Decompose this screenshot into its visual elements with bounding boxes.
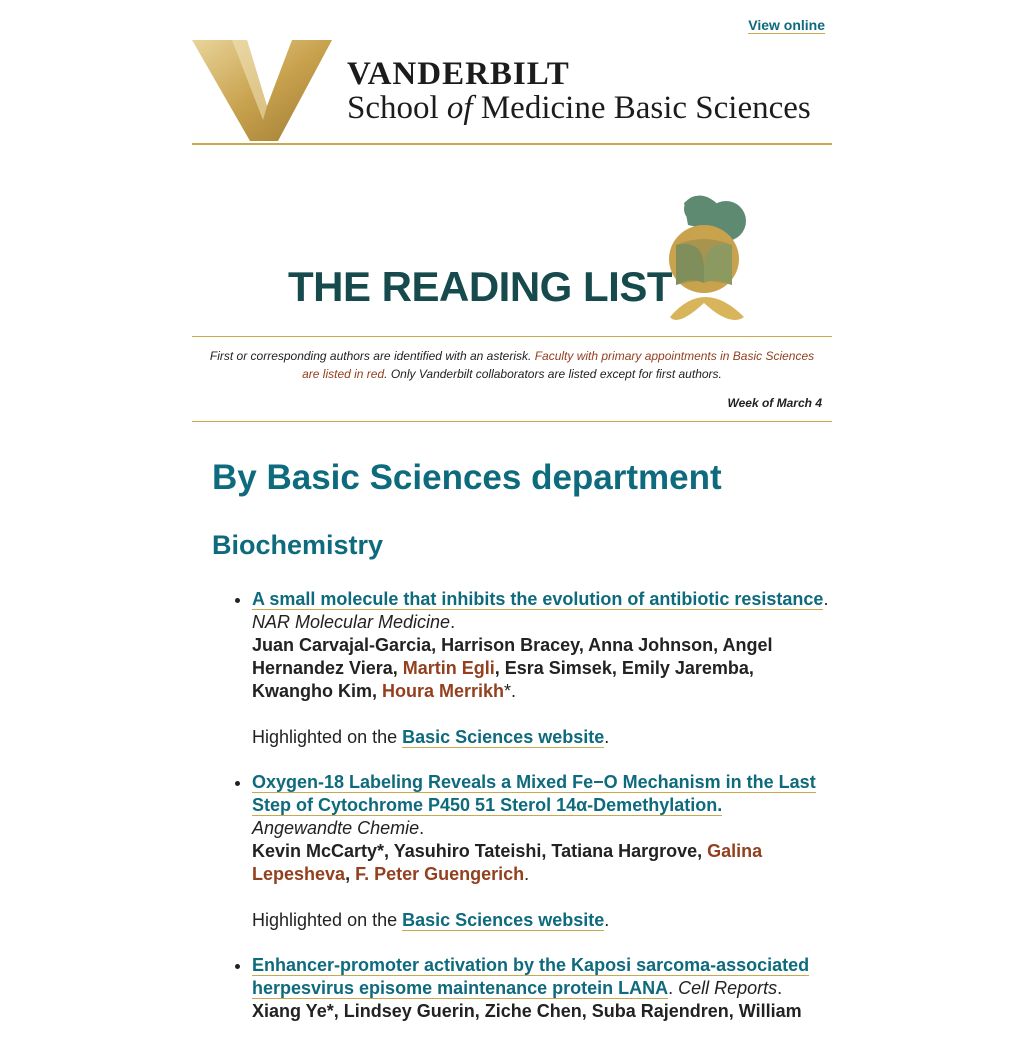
reading-person-icon [664,185,754,325]
article-authors [252,841,762,884]
authors-part: , [345,864,356,884]
article-highlight: Highlighted on the Basic Sciences website. [252,910,610,930]
article-title-link[interactable]: Oxygen-18 Labeling Reveals a Mixed Fe−O Mechanism in the Last Step of Cytochrome P450 51 Sterol 14α-Demethylation. [252,772,816,815]
basic-sciences-website-link[interactable]: Basic Sciences website [402,910,605,930]
faculty-author: Galina Lepesheva [252,841,763,884]
department-heading: Biochemistry [212,530,384,560]
logo-subtitle [347,90,811,127]
faculty-author: Martin Egli [402,658,495,678]
article-item: • Oxygen-18 Labeling Reveals a Mixed Fe−O Mechanism in the Last Step of Cytochrome P450 51 Sterol 14α-Demethylation. Angewandte Chemie. Kevin McCarty*, Yasuhiro Tateishi, Tatiana Hargrove, Galina Lepesheva, F. Peter Guengerich. Highlighted on the Basic Sciences website. [252,771,832,932]
logo-wordmark: VANDERBILT [347,56,570,92]
article-journal: Angewandte Chemie [252,818,420,838]
authorship-notice [192,336,832,422]
logo-school-text: School [347,90,439,126]
article-journal: NAR Molecular Medicine [252,612,451,632]
week-label: Week of March 4 [727,396,822,410]
article-list [212,588,832,1045]
article-item: • A small molecule that inhibits the evolution of antibiotic resistance. NAR Molecular Medicine. Juan Carvajal-Garcia, Harrison Bracey, Anna Johnson, Angel Hernandez Viera, Martin Egli, Esra Simsek, Emily Jaremba, Kwangho Kim, Houra Merrikh*. Highlighted on the Basic Sciences website. [252,588,832,749]
authors-suffix: . [524,864,530,884]
notice-text-b: . Only Vanderbilt collaborators are listed except for first authors. [384,367,722,381]
notice-text [202,347,822,383]
authors-part: , Esra Simsek, Emily Jaremba, Kwangho Kim, [252,658,754,701]
article-authors [252,1001,802,1021]
faculty-author: Houra Merrikh [382,681,505,701]
vanderbilt-v-logo-icon [192,40,334,142]
authors-part: Xiang Ye*, Lindsey Guerin, Ziche Chen, Suba Rajendren, William [252,1001,802,1021]
notice-text-red: Faculty with primary appointments in Basic Sciences are listed in red [302,349,815,381]
section-heading: By Basic Sciences department [212,458,722,497]
article-journal: Cell Reports [678,978,778,998]
banner-title: THE READING LIST [288,263,673,310]
basic-sciences-website-link[interactable]: Basic Sciences website [402,727,605,747]
logo-of-text: of [446,90,473,126]
view-online-link[interactable]: View online [748,17,825,33]
header-logo [192,40,832,145]
reading-list-banner [192,175,832,335]
article-highlight: Highlighted on the Basic Sciences website. [252,727,610,747]
authors-suffix: *. [504,681,517,701]
article-title-link[interactable]: Enhancer-promoter activation by the Kaposi sarcoma-associated herpesvirus episome maintenance protein LANA [252,955,810,998]
faculty-author: F. Peter Guengerich [355,864,525,884]
authors-part: Kevin McCarty*, Yasuhiro Tateishi, Tatiana Hargrove, [252,841,708,861]
notice-text-a: First or corresponding authors are identified with an asterisk. [209,349,535,363]
article-item: • Enhancer-promoter activation by the Kaposi sarcoma-associated herpesvirus episome maintenance protein LANA. Cell Reports. Xiang Ye*, Lindsey Guerin, Ziche Chen, Suba Rajendren, William [252,954,832,1023]
highlight-prefix: Highlighted on the [252,910,403,930]
highlight-prefix: Highlighted on the [252,727,403,747]
logo-rest-text: Medicine Basic Sciences [480,90,811,126]
article-title-link[interactable]: A small molecule that inhibits the evolution of antibiotic resistance [252,589,824,609]
authors-part: Juan Carvajal-Garcia, Harrison Bracey, Anna Johnson, Angel Hernandez Viera, [252,635,773,678]
